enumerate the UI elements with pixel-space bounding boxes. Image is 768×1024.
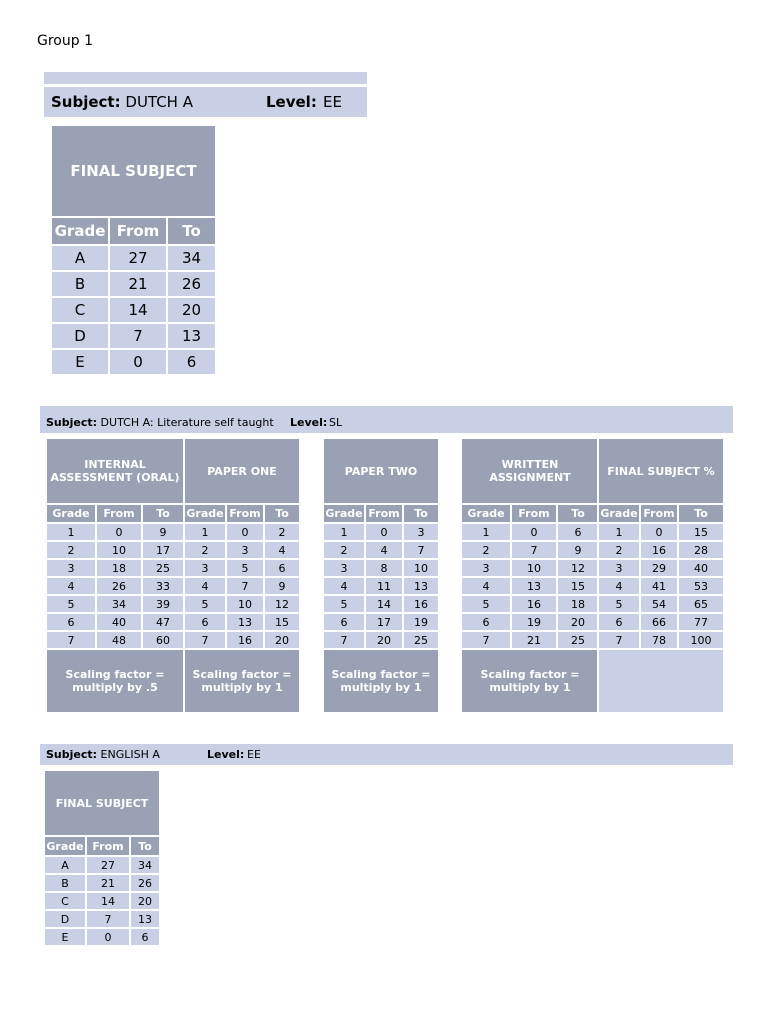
table-row: [598, 595, 724, 613]
grade-cell: C: [51, 297, 109, 323]
grade-cell: 5: [323, 595, 365, 613]
section2-component-table: [322, 437, 440, 714]
to-cell: 17: [142, 541, 184, 559]
to-cell: 6: [130, 928, 160, 946]
grade-cell: 3: [323, 559, 365, 577]
from-cell: 27: [86, 856, 130, 874]
grade-cell: 1: [598, 523, 640, 541]
from-cell: 21: [511, 631, 557, 649]
grade-cell: 5: [461, 595, 511, 613]
grade-cell: 7: [323, 631, 365, 649]
table-row: [46, 613, 184, 631]
from-cell: 40: [96, 613, 142, 631]
grade-cell: 6: [46, 613, 96, 631]
from-cell: 48: [96, 631, 142, 649]
section2-subject-value: DUTCH A: Literature self taught: [100, 416, 274, 429]
grade-cell: A: [44, 856, 86, 874]
column-header-to: To: [403, 504, 439, 523]
grade-cell: A: [51, 245, 109, 271]
column-header-grade: Grade: [44, 836, 86, 856]
empty-scaling-cell: [598, 649, 724, 713]
column-header-to: To: [142, 504, 184, 523]
section1-table-title: FINAL SUBJECT: [51, 125, 216, 217]
component-title: INTERNAL ASSESSMENT (ORAL): [46, 438, 184, 504]
section2-level-label: Level:: [290, 416, 328, 429]
table-row: [184, 523, 300, 541]
table-row: [184, 595, 300, 613]
table-row: [46, 577, 184, 595]
table-row: [323, 631, 439, 649]
to-cell: 6: [557, 523, 599, 541]
section2-subject-label: Subject:: [46, 416, 98, 429]
to-cell: 6: [167, 349, 216, 375]
column-header-from: From: [96, 504, 142, 523]
grade-cell: 7: [46, 631, 96, 649]
from-cell: 0: [511, 523, 557, 541]
section1-subject-bar: [44, 87, 367, 117]
section3-level-label: Level:: [207, 748, 245, 761]
from-cell: 7: [511, 541, 557, 559]
grade-cell: 2: [323, 541, 365, 559]
to-cell: 12: [557, 559, 599, 577]
from-cell: 20: [365, 631, 403, 649]
from-cell: 27: [109, 245, 167, 271]
column-header-to: To: [264, 504, 300, 523]
to-cell: 9: [264, 577, 300, 595]
grade-cell: 7: [598, 631, 640, 649]
grade-cell: 6: [461, 613, 511, 631]
to-cell: 20: [130, 892, 160, 910]
from-cell: 10: [226, 595, 264, 613]
from-cell: 16: [511, 595, 557, 613]
section2-component-table: [597, 437, 725, 714]
grade-cell: 4: [184, 577, 226, 595]
from-cell: 14: [86, 892, 130, 910]
scaling-factor-note: Scaling factor = multiply by 1: [323, 649, 439, 713]
from-cell: 7: [226, 577, 264, 595]
table-row: [184, 613, 300, 631]
from-cell: 0: [109, 349, 167, 375]
to-cell: 25: [403, 631, 439, 649]
column-header-from: From: [109, 217, 167, 245]
from-cell: 14: [365, 595, 403, 613]
component-title: FINAL SUBJECT %: [598, 438, 724, 504]
column-header-grade: Grade: [323, 504, 365, 523]
table-row: [51, 297, 216, 323]
to-cell: 6: [264, 559, 300, 577]
column-header-to: To: [678, 504, 724, 523]
table-row: [51, 349, 216, 375]
table-row: [461, 523, 599, 541]
section1-level-label: Level:: [266, 93, 317, 111]
grade-cell: 3: [461, 559, 511, 577]
section3-subject-value: ENGLISH A: [100, 748, 160, 761]
table-row: [461, 541, 599, 559]
table-row: [461, 577, 599, 595]
grade-cell: 1: [184, 523, 226, 541]
to-cell: 25: [557, 631, 599, 649]
to-cell: 100: [678, 631, 724, 649]
column-header-grade: Grade: [46, 504, 96, 523]
to-cell: 47: [142, 613, 184, 631]
to-cell: 9: [557, 541, 599, 559]
table-row: [184, 559, 300, 577]
from-cell: 26: [96, 577, 142, 595]
to-cell: 53: [678, 577, 724, 595]
table-row: [323, 577, 439, 595]
grade-cell: B: [44, 874, 86, 892]
grade-cell: 2: [184, 541, 226, 559]
to-cell: 13: [130, 910, 160, 928]
to-cell: 19: [403, 613, 439, 631]
from-cell: 54: [640, 595, 678, 613]
from-cell: 34: [96, 595, 142, 613]
grade-cell: 2: [46, 541, 96, 559]
table-row: [598, 523, 724, 541]
table-row: [184, 541, 300, 559]
table-row: [461, 595, 599, 613]
table-row: [46, 595, 184, 613]
from-cell: 16: [640, 541, 678, 559]
scaling-factor-note: Scaling factor = multiply by 1: [184, 649, 300, 713]
from-cell: 17: [365, 613, 403, 631]
section3-table-title: FINAL SUBJECT: [44, 770, 160, 836]
to-cell: 13: [403, 577, 439, 595]
from-cell: 21: [86, 874, 130, 892]
to-cell: 3: [403, 523, 439, 541]
from-cell: 5: [226, 559, 264, 577]
component-title: PAPER TWO: [323, 438, 439, 504]
grade-cell: 3: [598, 559, 640, 577]
to-cell: 16: [403, 595, 439, 613]
from-cell: 13: [511, 577, 557, 595]
section1-subject-label: Subject:: [51, 93, 121, 111]
table-row: [461, 559, 599, 577]
table-row: [323, 523, 439, 541]
table-row: [51, 245, 216, 271]
table-row: [598, 559, 724, 577]
to-cell: 12: [264, 595, 300, 613]
to-cell: 15: [264, 613, 300, 631]
to-cell: 18: [557, 595, 599, 613]
from-cell: 29: [640, 559, 678, 577]
scaling-factor-note: Scaling factor = multiply by 1: [461, 649, 599, 713]
grade-cell: 5: [598, 595, 640, 613]
from-cell: 14: [109, 297, 167, 323]
grade-cell: 5: [184, 595, 226, 613]
to-cell: 34: [167, 245, 216, 271]
column-header-grade: Grade: [598, 504, 640, 523]
grade-cell: 7: [461, 631, 511, 649]
section1-top-strip: [44, 72, 367, 84]
table-row: [598, 577, 724, 595]
grade-cell: 1: [323, 523, 365, 541]
table-row: [184, 577, 300, 595]
column-header-grade: Grade: [184, 504, 226, 523]
from-cell: 3: [226, 541, 264, 559]
to-cell: 60: [142, 631, 184, 649]
component-title: PAPER ONE: [184, 438, 300, 504]
grade-cell: D: [51, 323, 109, 349]
from-cell: 7: [109, 323, 167, 349]
grade-cell: 6: [184, 613, 226, 631]
to-cell: 26: [130, 874, 160, 892]
table-row: [51, 323, 216, 349]
grade-cell: 4: [323, 577, 365, 595]
table-row: [461, 631, 599, 649]
grade-cell: 4: [598, 577, 640, 595]
column-header-from: From: [365, 504, 403, 523]
from-cell: 18: [96, 559, 142, 577]
section2-level-value: SL: [329, 416, 343, 429]
from-cell: 11: [365, 577, 403, 595]
column-header-from: From: [640, 504, 678, 523]
group-title: Group 1: [37, 33, 93, 49]
to-cell: 39: [142, 595, 184, 613]
section1-subject-value: DUTCH A: [125, 93, 193, 111]
section2-component-table: [45, 437, 185, 714]
table-row: [46, 523, 184, 541]
grade-cell: 3: [184, 559, 226, 577]
section3-level-value: EE: [247, 748, 261, 761]
table-row: [51, 271, 216, 297]
column-header-from: From: [86, 836, 130, 856]
grade-cell: 1: [461, 523, 511, 541]
from-cell: 0: [226, 523, 264, 541]
to-cell: 15: [557, 577, 599, 595]
from-cell: 10: [511, 559, 557, 577]
to-cell: 26: [167, 271, 216, 297]
to-cell: 34: [130, 856, 160, 874]
table-row: [323, 541, 439, 559]
from-cell: 10: [96, 541, 142, 559]
section1-grade-table: [50, 124, 217, 376]
table-row: [184, 631, 300, 649]
to-cell: 40: [678, 559, 724, 577]
to-cell: 25: [142, 559, 184, 577]
from-cell: 41: [640, 577, 678, 595]
from-cell: 19: [511, 613, 557, 631]
column-header-grade: Grade: [51, 217, 109, 245]
to-cell: 4: [264, 541, 300, 559]
table-row: [323, 613, 439, 631]
table-row: [44, 856, 160, 874]
grade-cell: 3: [46, 559, 96, 577]
to-cell: 13: [167, 323, 216, 349]
from-cell: 16: [226, 631, 264, 649]
table-row: [598, 613, 724, 631]
from-cell: 0: [640, 523, 678, 541]
grade-cell: 5: [46, 595, 96, 613]
table-row: [598, 631, 724, 649]
from-cell: 7: [86, 910, 130, 928]
to-cell: 9: [142, 523, 184, 541]
grade-cell: 4: [46, 577, 96, 595]
table-row: [46, 631, 184, 649]
grade-cell: 1: [46, 523, 96, 541]
section2-subject-bar: [40, 412, 733, 433]
grade-cell: E: [51, 349, 109, 375]
table-row: [323, 595, 439, 613]
grade-cell: 2: [598, 541, 640, 559]
from-cell: 21: [109, 271, 167, 297]
from-cell: 0: [96, 523, 142, 541]
table-row: [44, 874, 160, 892]
from-cell: 0: [86, 928, 130, 946]
scaling-factor-note: Scaling factor = multiply by .5: [46, 649, 184, 713]
table-row: [46, 541, 184, 559]
grade-cell: 6: [598, 613, 640, 631]
from-cell: 78: [640, 631, 678, 649]
grade-cell: E: [44, 928, 86, 946]
table-row: [598, 541, 724, 559]
from-cell: 8: [365, 559, 403, 577]
column-header-grade: Grade: [461, 504, 511, 523]
to-cell: 10: [403, 559, 439, 577]
from-cell: 0: [365, 523, 403, 541]
section3-grade-table: [43, 769, 161, 947]
grade-cell: 2: [461, 541, 511, 559]
to-cell: 7: [403, 541, 439, 559]
section2-component-table: [183, 437, 301, 714]
table-row: [44, 910, 160, 928]
table-row: [461, 613, 599, 631]
section1-level-value: EE: [323, 93, 342, 111]
table-row: [46, 559, 184, 577]
grade-cell: 7: [184, 631, 226, 649]
column-header-to: To: [130, 836, 160, 856]
grade-cell: 4: [461, 577, 511, 595]
from-cell: 4: [365, 541, 403, 559]
from-cell: 13: [226, 613, 264, 631]
from-cell: 66: [640, 613, 678, 631]
section2-component-table: [460, 437, 600, 714]
column-header-from: From: [511, 504, 557, 523]
grade-cell: D: [44, 910, 86, 928]
section3-subject-bar: [40, 744, 733, 765]
to-cell: 77: [678, 613, 724, 631]
to-cell: 15: [678, 523, 724, 541]
table-row: [44, 892, 160, 910]
to-cell: 65: [678, 595, 724, 613]
section3-subject-label: Subject:: [46, 748, 98, 761]
column-header-from: From: [226, 504, 264, 523]
to-cell: 20: [264, 631, 300, 649]
grade-cell: B: [51, 271, 109, 297]
to-cell: 33: [142, 577, 184, 595]
to-cell: 20: [557, 613, 599, 631]
component-title: WRITTEN ASSIGNMENT: [461, 438, 599, 504]
to-cell: 2: [264, 523, 300, 541]
column-header-to: To: [167, 217, 216, 245]
to-cell: 28: [678, 541, 724, 559]
table-row: [44, 928, 160, 946]
grade-cell: C: [44, 892, 86, 910]
column-header-to: To: [557, 504, 599, 523]
grade-cell: 6: [323, 613, 365, 631]
to-cell: 20: [167, 297, 216, 323]
table-row: [323, 559, 439, 577]
